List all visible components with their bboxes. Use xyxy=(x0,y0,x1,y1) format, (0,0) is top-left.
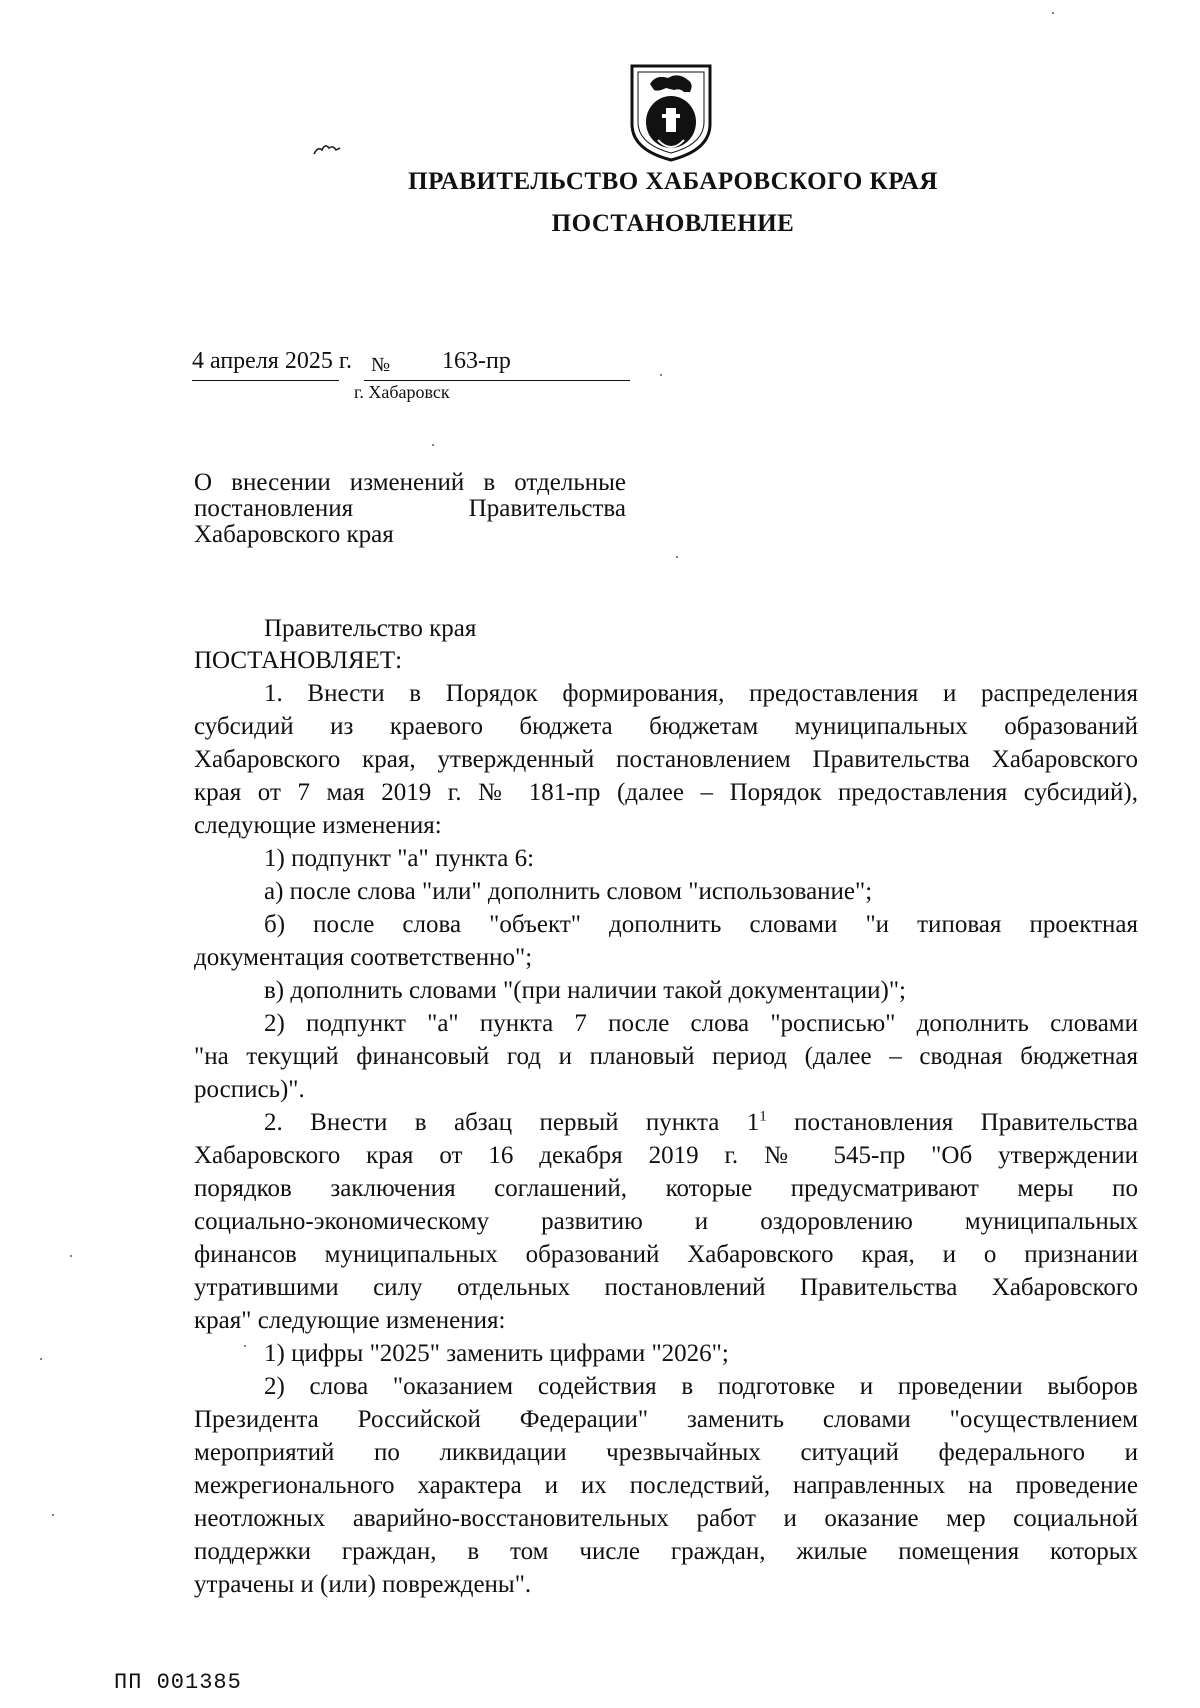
body-line: поддержки граждан, в том числе граждан, жилые помещения которых xyxy=(194,1538,1138,1565)
document-type-title: ПОСТАНОВЛЕНИЕ xyxy=(551,210,795,237)
body-line: роспись)". xyxy=(194,1076,305,1103)
body-line: а) после слова "или" дополнить словом "использование"; xyxy=(264,878,873,905)
body-line: Хабаровского края от 16 декабря 2019 г. № 545-пр "Об утверждении xyxy=(194,1142,1138,1169)
city-label: г. Хабаровск xyxy=(354,382,450,402)
scan-speck xyxy=(52,1514,54,1516)
body-line: финансов муниципальных образований Хабаровского края, и о признании xyxy=(194,1241,1138,1268)
number-underline xyxy=(364,380,630,381)
coat-of-arms-emblem xyxy=(628,62,714,162)
scan-speck xyxy=(660,374,662,376)
body-line: края" следующие изменения: xyxy=(194,1307,506,1334)
body-line: 2) подпункт "а" пункта 7 после слова "росписью" дополнить словами xyxy=(264,1010,1138,1037)
body-line: "на текущий финансовый год и плановый период (далее – сводная бюджетная xyxy=(194,1043,1138,1070)
document-footer-code: ПП 001385 xyxy=(114,1670,242,1695)
body-line-part: постановления Правительства xyxy=(766,1109,1138,1136)
date-underline xyxy=(192,380,339,381)
body-line: мероприятий по ликвидации чрезвычайных ситуаций федерального и xyxy=(194,1439,1138,1466)
body-line: межрегионального характера и их последствий, направленных на проведение xyxy=(194,1472,1138,1499)
body-line: социально-экономическому развитию и оздоровлению муниципальных xyxy=(194,1208,1138,1235)
body-line: документация соответственно"; xyxy=(194,944,533,971)
body-line: следующие изменения: xyxy=(194,812,442,839)
body-line: неотложных аварийно-восстановительных работ и оказание мер социальной xyxy=(194,1505,1138,1532)
subject-line: Хабаровского края xyxy=(194,521,394,548)
body-line: 1) подпункт "а" пункта 6: xyxy=(264,845,535,872)
document-number: 163-пр xyxy=(442,348,511,374)
superscript-one: 1 xyxy=(759,1108,767,1125)
scan-speck xyxy=(70,1255,72,1257)
body-line: ПОСТАНОВЛЯЕТ: xyxy=(194,647,403,674)
subject-block xyxy=(194,470,626,548)
body-line: утратившими силу отдельных постановлений Правительства Хабаровского xyxy=(194,1274,1138,1301)
document-date: 4 апреля 2025 г. xyxy=(192,348,352,374)
body-line: Правительство края xyxy=(264,615,477,642)
body-line: 1. Внести в Порядок формирования, предоставления и распределения xyxy=(264,680,1138,707)
body-line-part: 2. Внести в абзац первый пункта 1 xyxy=(264,1109,760,1136)
body-line: 1) цифры "2025" заменить цифрами "2026"; xyxy=(264,1340,729,1367)
subject-line: постановления Правительства xyxy=(194,495,626,522)
scan-speck xyxy=(1052,12,1054,14)
body-line: субсидий из краевого бюджета бюджетам муниципальных образований xyxy=(194,713,1138,740)
body-line: б) после слова "объект" дополнить словами "и типовая проектная xyxy=(264,911,1138,938)
body-line: утрачены и (или) повреждены". xyxy=(194,1571,532,1598)
date-number-row xyxy=(192,348,632,378)
body-line: Президента Российской Федерации" заменить словами "осуществлением xyxy=(194,1406,1138,1433)
body-line xyxy=(264,1109,1138,1137)
body-line: в) дополнить словами "(при наличии такой документации)"; xyxy=(264,977,906,1004)
scan-speck xyxy=(40,1358,42,1360)
body-line: порядков заключения соглашений, которые предусматривают меры по xyxy=(194,1175,1138,1202)
organization-title: ПРАВИТЕЛЬСТВО ХАБАРОВСКОГО КРАЯ xyxy=(408,168,938,195)
scan-speck xyxy=(432,444,434,446)
number-sign: № xyxy=(371,354,391,376)
scan-speck xyxy=(676,556,678,558)
scan-speck xyxy=(244,1345,246,1347)
subject-line: О внесении изменений в отдельные xyxy=(194,469,626,496)
body-line: 2) слова "оказанием содействия в подготовке и проведении выборов xyxy=(264,1373,1138,1400)
body-line: края от 7 мая 2019 г. № 181-пр (далее – Порядок предоставления субсидий), xyxy=(194,779,1138,806)
body-line: Хабаровского края, утвержденный постановлением Правительства Хабаровского xyxy=(194,746,1138,773)
pen-mark xyxy=(312,140,342,158)
